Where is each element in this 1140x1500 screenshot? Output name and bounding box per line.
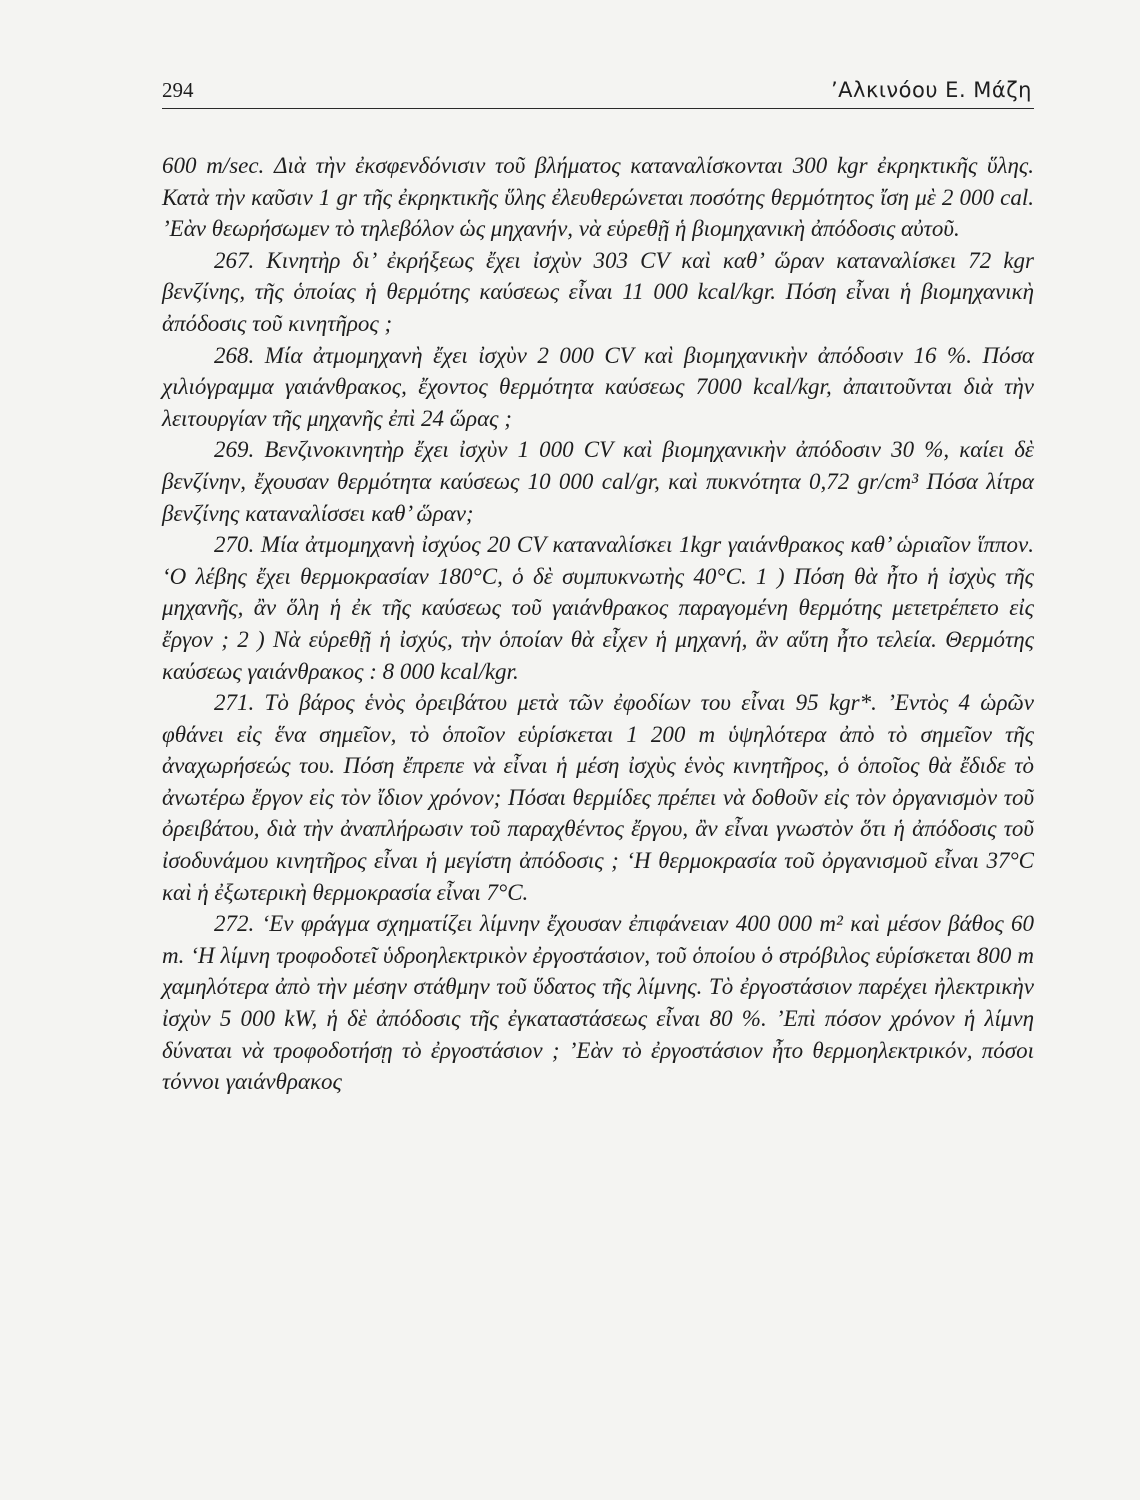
page-number: 294	[162, 78, 194, 102]
problem-267: 267. Κινητὴρ δι’ ἐκρήξεως ἔχει ἰσχὺν 303 CV καὶ καθ’ ὥραν καταναλίσκει 72 kgr βενζίνης, τῆς ὁποίας ἡ θερμότης καύσεως εἶναι 11 000 kcal/kgr. Πόση εἶναι ἡ βιομηχανικὴ ἀπόδοσις τοῦ κινητῆρος ;	[162, 247, 1034, 336]
problem-271: 271. Τὸ βάρος ἑνὸς ὀρειβάτου μετὰ τῶν ἐφοδίων του εἶναι 95 kgr*. ’Εντὸς 4 ὡρῶν φθάνει εἰς ἕνα σημεῖον, τὸ ὁποῖον εὑρίσκεται 1 200 m ὑψηλότερα ἀπὸ τὸ σημεῖον τῆς ἀναχωρήσεώς του. Πόση ἔπρεπε νὰ εἶναι ἡ μέση ἰσχὺς ἑνὸς κινητῆρος, ὁ ὁποῖος θὰ ἔδιδε τὸ ἀνωτέρω ἔργον εἰς τὸν ἴδιον χρόνον; Πόσαι θερμίδες πρέπει νὰ δοθοῦν εἰς τὸν ὀργανισμὸν τοῦ ὀρειβάτου, διὰ τὴν ἀναπλήρωσιν τοῦ παραχθέντος ἔργου, ἂν εἶναι γνωστὸν ὅτι ἡ ἀπόδοσις τοῦ ἰσοδυνάμου κινητῆρος εἶναι ἡ μεγίστη ἀπόδοσις ; ‘Η θερμοκρασία τοῦ ὀργανισμοῦ εἶναι 37°C καὶ ἡ ἐξωτερικὴ θερμοκρασία εἶναι 7°C.	[162, 690, 1034, 905]
problem-269: 269. Βενζινοκινητὴρ ἔχει ἰσχὺν 1 000 CV καὶ βιομηχανικὴν ἀπόδοσιν 30 %, καίει δὲ βενζίνην, ἔχουσαν θερμότητα καύσεως 10 000 cal/gr, καὶ πυκνότητα 0,72 gr/cm³ Πόσα λίτρα βενζίνης καταναλίσσει καθ’ ὥραν;	[162, 437, 1034, 526]
problem-270: 270. Μία ἀτμομηχανὴ ἰσχύος 20 CV καταναλίσκει 1kgr γαιάνθρακος καθ’ ὡριαῖον ἵππον. ‘Ο λέβης ἔχει θερμοκρασίαν 180°C, ὁ δὲ συμπυκνωτὴς 40°C. 1 ) Πόση θὰ ἦτο ἡ ἰσχὺς τῆς μηχανῆς, ἂν ὅλη ἡ ἐκ τῆς καύσεως τοῦ γαιάνθρακος παραγομένη θερμότης μετετρέπετο εἰς ἔργον ; 2 ) Νὰ εὑρεθῇ ἡ ἰσχύς, τὴν ὁποίαν θὰ εἶχεν ἡ μηχανή, ἂν αὕτη ἦτο τελεία. Θερμότης καύσεως γαιάνθρακος : 8 000 kcal/kgr.	[162, 532, 1034, 684]
running-head-author: ’Αλκινόου Ε. Μάζη	[830, 78, 1032, 102]
problem-272: 272. ‘Εν φράγμα σχηματίζει λίμνην ἔχουσαν ἐπιφάνειαν 400 000 m² καὶ μέσον βάθος 60 m. ‘Η λίμνη τροφοδοτεῖ ὑδροηλεκτρικὸν ἐργοστάσιον, τοῦ ὁποίου ὁ στρόβιλος εὑρίσκεται 800 m χαμηλότερα ἀπὸ τὴν μέσην στάθμην τοῦ ὕδατος τῆς λίμνης. Τὸ ἐργοστάσιον παρέχει ἠλεκτρικὴν ἰσχὺν 5 000 kW, ἡ δὲ ἀπόδοσις τῆς ἐγκαταστάσεως εἶναι 80 %. ’Επὶ πόσον χρόνον ἡ λίμνη δύναται νὰ τροφοδοτήσῃ τὸ ἐργοστάσιον ; ’Εὰν τὸ ἐργοστάσιον ἦτο θερμοηλεκτρικόν, πόσοι τόννοι γαιάνθρακος	[162, 911, 1034, 1095]
page-header	[162, 78, 1034, 109]
paragraph-continued: 600 m/sec. Διὰ τὴν ἐκσφενδόνισιν τοῦ βλήματος καταναλίσκονται 300 kgr ἐκρηκτικῆς ὕλης. Κατὰ τὴν καῦσιν 1 gr τῆς ἐκρηκτικῆς ὕλης ἐλευθερώνεται ποσότης θερμότητος ἴση μὲ 2 000 cal. ’Εὰν θεωρήσωμεν τὸ τηλεβόλον ὡς μηχανήν, νὰ εὑρεθῇ ἡ βιομηχανικὴ ἀπόδοσις αὐτοῦ.	[162, 153, 1034, 242]
body-text	[162, 150, 1034, 1098]
problem-268: 268. Μία ἀτμομηχανὴ ἔχει ἰσχὺν 2 000 CV καὶ βιομηχανικὴν ἀπόδοσιν 16 %. Πόσα χιλιόγραμμα γαιάνθρακος, ἔχοντος θερμότητα καύσεως 7000 kcal/kgr, ἀπαιτοῦνται διὰ τὴν λειτουργίαν τῆς μηχανῆς ἐπὶ 24 ὥρας ;	[162, 342, 1034, 431]
